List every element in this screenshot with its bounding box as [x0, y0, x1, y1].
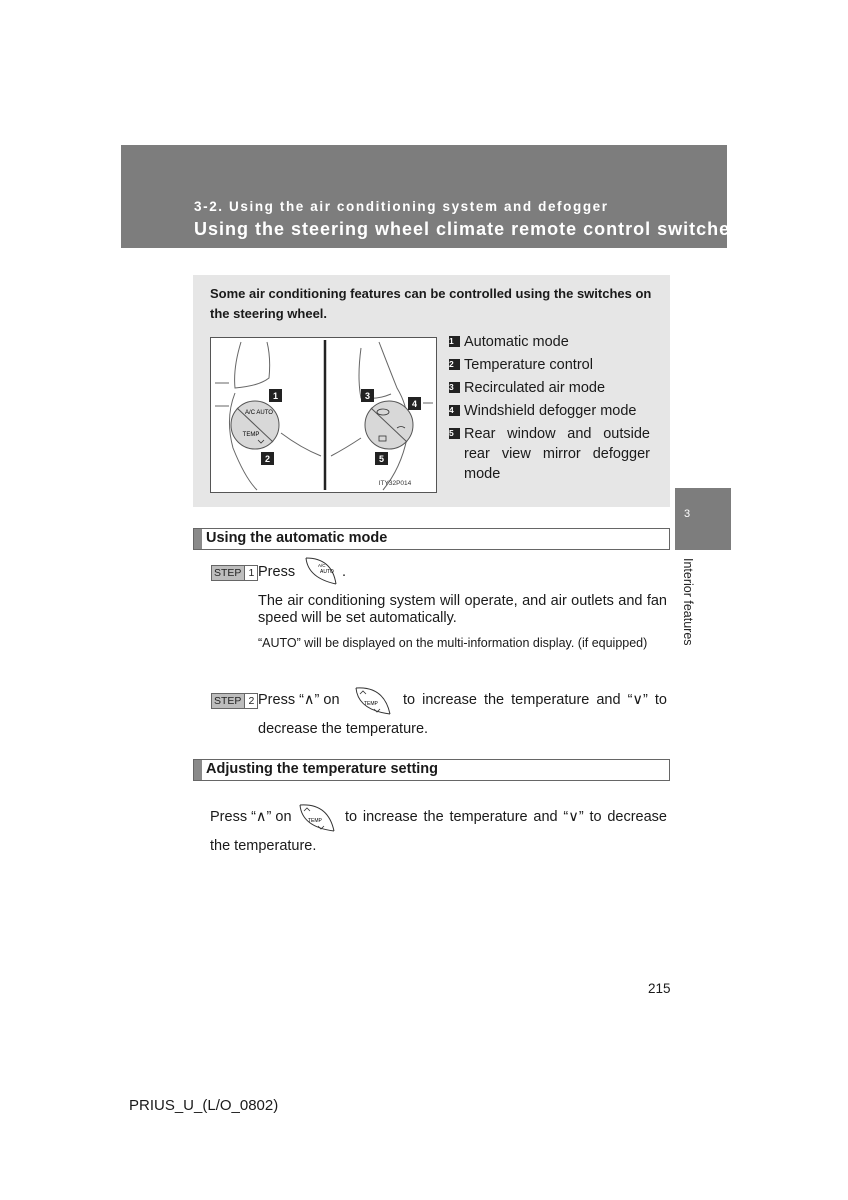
right-switch-cluster: [365, 401, 413, 449]
chapter-header: [121, 145, 742, 248]
temp-continued: the temperature.: [210, 838, 317, 854]
figure-code: ITY32P014: [378, 480, 412, 487]
legend-item: 5 Rear window and outside rear view mirror defogger mode: [449, 426, 650, 482]
callout-3: 3: [364, 391, 371, 401]
temp-button-icon: [354, 684, 392, 716]
temp-button-label: TEMP: [364, 701, 378, 707]
callout-1: 1: [272, 391, 279, 401]
step-badge-2: STEP 2: [211, 693, 258, 709]
step1-description: The air conditioning system will operate, and air outlets and fan speed will be set automatically.: [258, 593, 667, 626]
step2-rest: to increase the temperature and “∨” to: [403, 692, 667, 708]
footer-code: PRIUS_U_(L/O_0802): [129, 1097, 279, 1114]
step1-note: “AUTO” will be displayed on the multi-information display. (if equipped): [258, 636, 648, 650]
legend-item: 1 Automatic mode: [449, 334, 569, 350]
section-heading-temp: Adjusting the temperature setting: [193, 759, 670, 781]
chapter-tab-number: 3: [684, 508, 691, 520]
step2-press-on: Press “∧” on: [258, 692, 340, 708]
temp-press-on: Press “∧” on: [210, 809, 292, 825]
switch-auto-label: A/C AUTO: [245, 410, 273, 416]
callout-5: 5: [378, 454, 385, 464]
section-label: 3-2. Using the air conditioning system and defogger: [194, 199, 609, 214]
chapter-tab[interactable]: [675, 488, 731, 550]
left-switch-cluster: [231, 401, 279, 449]
intro-text: Some air conditioning features can be controlled using the switches on the steering wheel.: [210, 286, 652, 321]
page-title: Using the steering wheel climate remote control switches: [194, 219, 742, 239]
auto-button-icon: [302, 556, 338, 586]
step1-period: .: [342, 564, 347, 580]
step2-continued: decrease the temperature.: [258, 721, 429, 737]
temp-rest: to increase the temperature and “∨” to decrease: [345, 809, 667, 825]
intro-box: [193, 275, 670, 507]
section-heading-auto: Using the automatic mode: [193, 528, 670, 550]
page-number: 215: [648, 981, 671, 996]
step-badge-1: STEP 1: [211, 565, 258, 581]
auto-button-label: AUTO: [320, 569, 334, 575]
legend-item: 2 Temperature control: [449, 357, 593, 373]
temp-button-label: TEMP: [308, 818, 322, 824]
callout-2: 2: [264, 454, 271, 464]
switch-temp-label: TEMP: [242, 432, 260, 438]
callout-4: 4: [411, 399, 418, 409]
step1-press: Press: [258, 564, 296, 580]
chapter-tab-label: Interior features: [681, 558, 695, 646]
legend-item: 3 Recirculated air mode: [449, 380, 606, 396]
legend-list: [449, 332, 650, 487]
temp-button-icon: [298, 801, 336, 833]
legend-item: 4 Windshield defogger mode: [449, 403, 637, 419]
auto-small-label: A/C: [318, 563, 326, 568]
steering-wheel-diagram: [210, 337, 437, 493]
